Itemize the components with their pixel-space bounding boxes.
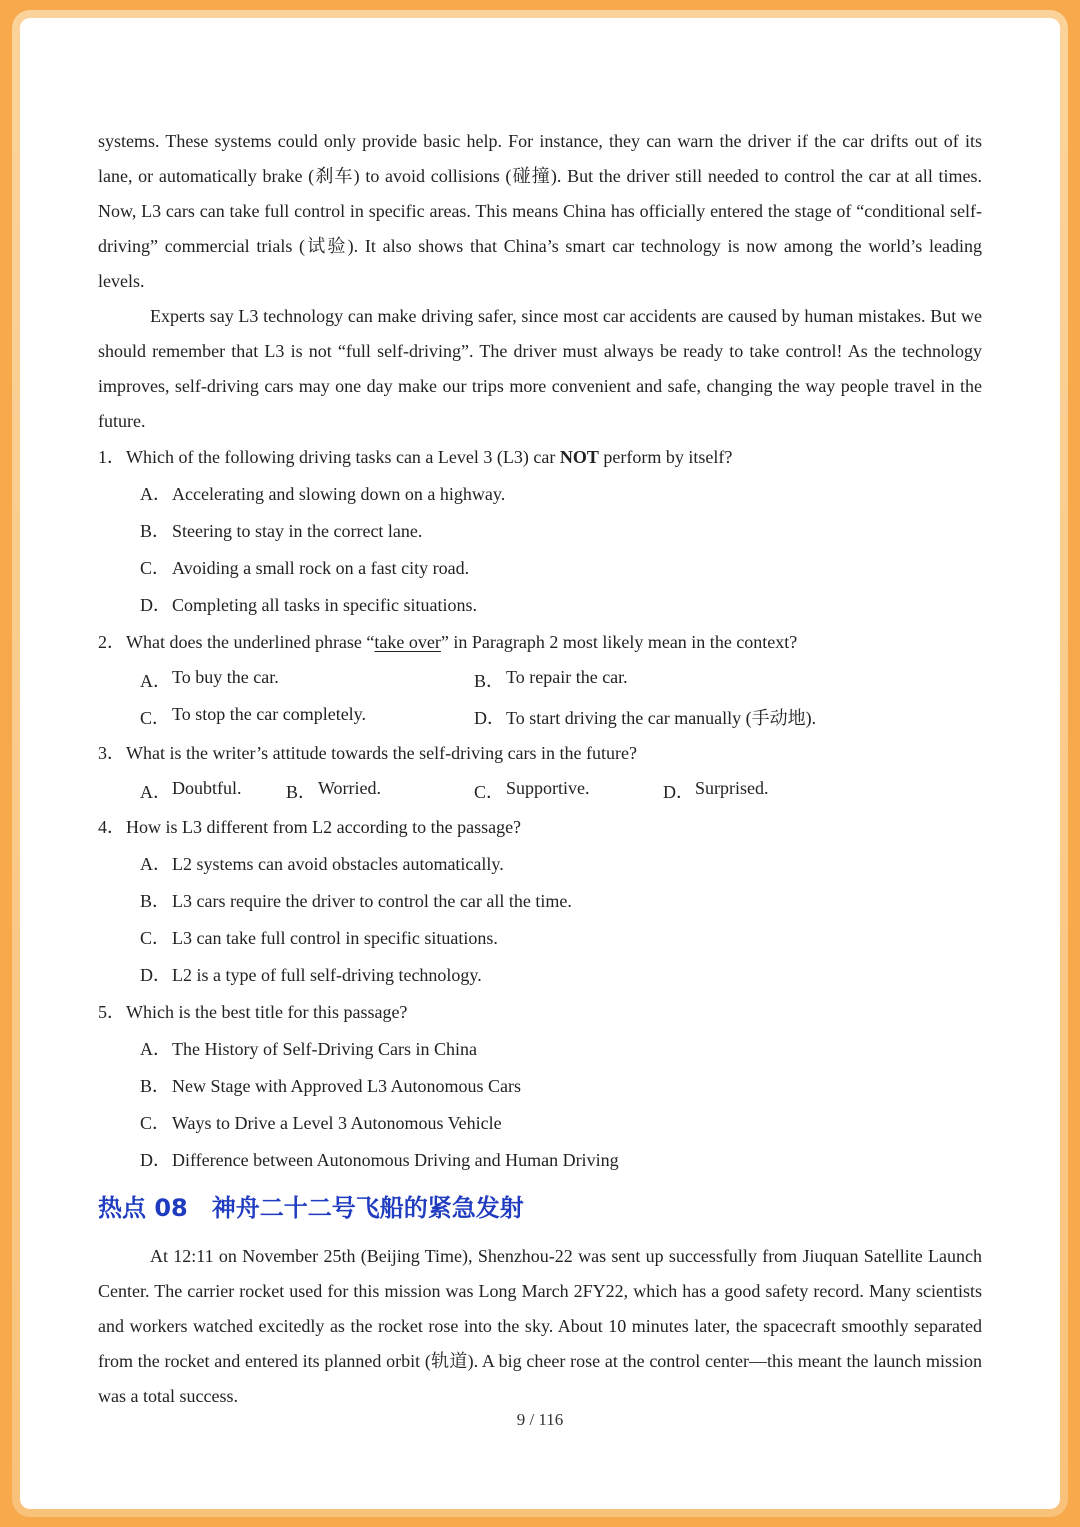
section-tag: 热点 08 [98,1194,188,1222]
section-paragraph: At 12:11 on November 25th (Beijing Time), Shenzhou-22 was sent up successfully from Jiuquan Satellite Launch Center. The carrier rocket used for this mission was Long March 2FY22, which has a good safety record. Many scientists and workers watched excitedly as the rocket rose into the sky. About 10 minutes later, the spacecraft smoothly separated from the rocket and entered its planned orbit (轨道). A big cheer rose at the control center—this meant the launch mission was a total success. [98,1246,982,1406]
option-3d: D． Surprised. [663,777,769,802]
option-5a: A． The History of Self-Driving Cars in China [140,1039,477,1059]
question-number: 3． [98,743,125,763]
underlined-phrase: take over [374,632,441,652]
option-4d: D． L2 is a type of full self-driving technology. [140,965,482,985]
question-3 [98,735,982,772]
option-4c: C． L3 can take full control in specific situations. [140,928,498,948]
option-5d: D． Difference between Autonomous Driving and Human Driving [140,1150,619,1170]
option-3c: C． Supportive. [474,777,590,802]
option-4a: A． L2 systems can avoid obstacles automatically. [140,854,504,874]
question-5 [98,994,982,1031]
page-number: 9 / 116 [516,1410,564,1429]
question-1 [98,439,982,476]
question-text: What does the underlined phrase “take over” in Paragraph 2 most likely mean in the context? [126,632,798,652]
question-2 [98,624,982,661]
option-5c: C． Ways to Drive a Level 3 Autonomous Vehicle [140,1113,502,1133]
question-number: 2． [98,632,125,652]
question-text: What is the writer’s attitude towards the self-driving cars in the future? [126,743,638,763]
option-2d: D． To start driving the car manually (手动地). [474,707,817,728]
options-row-3 [140,772,982,809]
option-5b: B． New Stage with Approved L3 Autonomous Cars [140,1076,521,1096]
option-1b: B． Steering to stay in the correct lane. [140,521,423,541]
option-1d: D． Completing all tasks in specific situations. [140,595,477,615]
option-4b: B． L3 cars require the driver to control the car all the time. [140,891,572,911]
question-text: How is L3 different from L2 according to the passage? [126,817,522,837]
emphasis-not: NOT [559,447,599,467]
question-number: 4． [98,817,125,837]
question-number: 1． [98,447,125,467]
passage-paragraph-2: Experts say L3 technology can make driving safer, since most car accidents are caused by human mistakes. But we should remember that L3 is not “full self-driving”. The driver must always be ready to take control! As the technology improves, self-driving cars may one day make our trips more convenient and safe, changing the way people travel in the future. [98,306,982,431]
document-content [98,124,982,1414]
option-1c: C． Avoiding a small rock on a fast city road. [140,558,470,578]
option-3a: A． Doubtful. [140,777,242,802]
question-text: Which is the best title for this passage? [126,1002,408,1022]
section-title: 神舟二十二号飞船的紧急发射 [211,1194,524,1222]
option-2a: A． To buy the car. [140,666,279,691]
option-2b: B． To repair the car. [474,666,628,691]
question-text: Which of the following driving tasks can a Level 3 (L3) car NOT perform by itself? [126,447,733,467]
option-1a: A． Accelerating and slowing down on a highway. [140,484,506,504]
option-3b: B． Worried. [286,777,382,802]
passage-paragraph-1: systems. These systems could only provide basic help. For instance, they can warn the driver if the car drifts out of its lane, or automatically brake (刹车) to avoid collisions (碰撞). But the driver still needed to control the car at all times. Now, L3 cars can take full control in specific areas. This means China has officially entered the stage of “conditional self-driving” commercial trials (试验). It also shows that China’s smart car technology is now among the world’s leading levels. [98,131,982,291]
question-number: 5． [98,1002,125,1022]
section-heading [98,1185,982,1231]
option-2c: C． To stop the car completely. [140,703,367,728]
options-row-2-ab [140,661,982,698]
question-4 [98,809,982,846]
options-row-2-cd [140,698,982,735]
